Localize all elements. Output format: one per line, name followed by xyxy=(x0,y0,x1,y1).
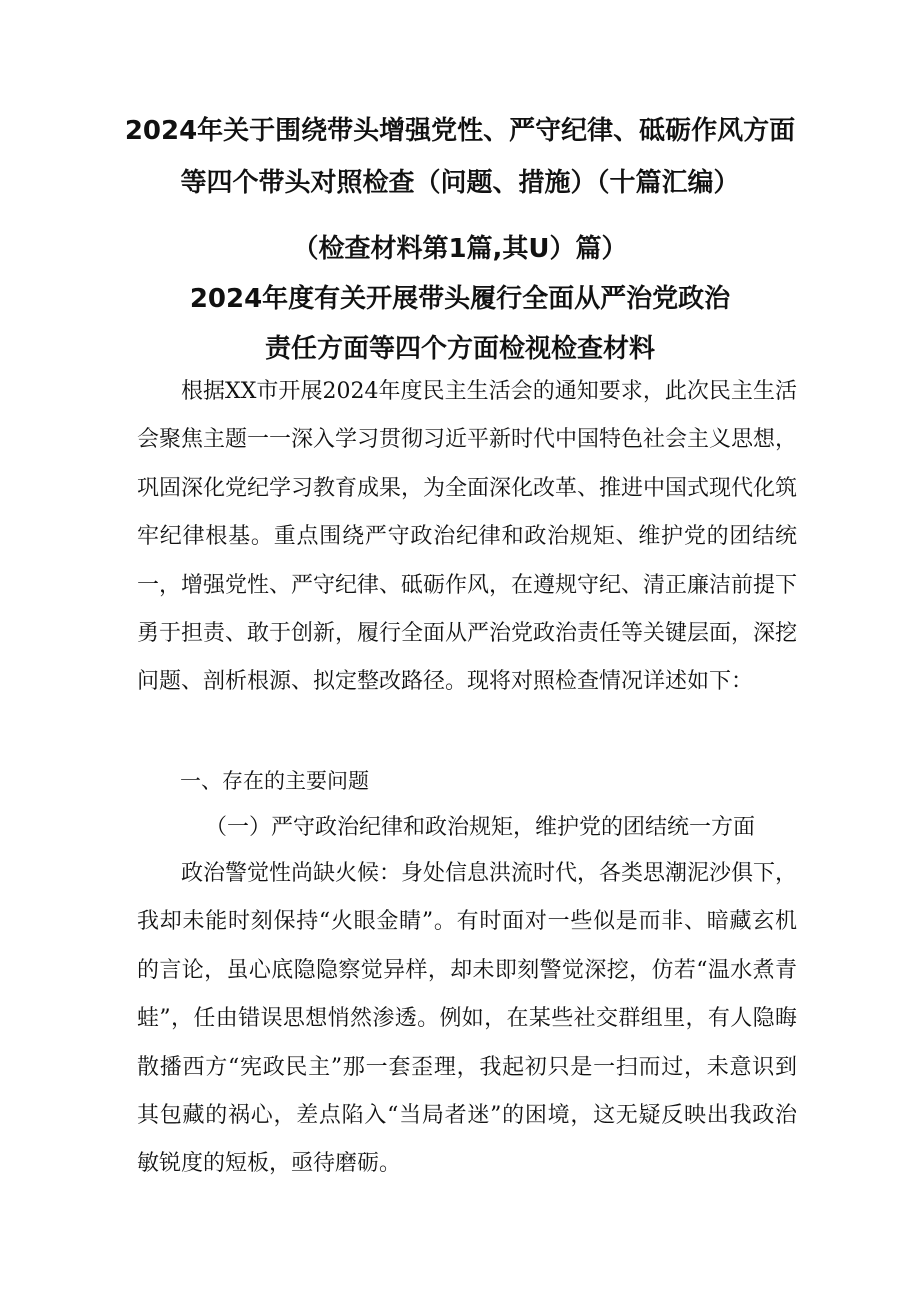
subsection-heading: （一）严守政治纪律和政治规矩，维护党的团结统一方面 xyxy=(205,815,756,840)
part-label: （检查材料第1篇,其U）篇） xyxy=(292,234,628,264)
intro-paragraph: 根据XX市开展2024年度民主生活会的通知要求，此次民主生活会聚焦主题一一深入学习贯彻习近平新时代中国特色社会主义思想，巩固深化党纪学习教育成果，为全面深化改革、推进中国式现代化筑牢纪律根基。重点围绕严守政治纪律和政治规矩、维护党的团结统一，增强党性、严守纪律、砥砺作风，在遵规守纪、清正廉洁前提下勇于担责、敢于创新，履行全面从严治党政治责任等关键层面，深挖问题、剖析根源、拟定整改路径。现将对照检查情况详述如下： xyxy=(137,379,798,695)
document-title-line-2: 等四个带头对照检查（问题、措施）（十篇汇编） xyxy=(180,168,740,198)
subtitle-line-1: 2024年度有关开展带头履行全面从严治党政治 xyxy=(189,284,731,314)
subtitle-line-2: 责任方面等四个方面检视检查材料 xyxy=(264,334,655,364)
section-heading: 一、存在的主要问题 xyxy=(180,769,369,793)
document-title-line-1: 2024年关于围绕带头增强党性、严守纪律、砥砺作风方面 xyxy=(124,116,796,146)
body-paragraph: 政治警觉性尚缺火候：身处信息洪流时代，各类思潮泥沙俱下，我却未能时刻保持“火眼金睛”。有时面对一些似是而非、暗藏玄机的言论，虽心底隐隐察觉异样，却未即刻警觉深挖，仿若“温水煮青蛙”，任由错误思想悄然渗透。例如，在某些社交群组里，有人隐晦散播西方“宪政民主”那一套歪理，我起初只是一扫而过，未意识到其包藏的祸心，差点陷入“当局者迷”的困境，这无疑反映出我政治敏锐度的短板，亟待磨砺。 xyxy=(137,861,798,1177)
